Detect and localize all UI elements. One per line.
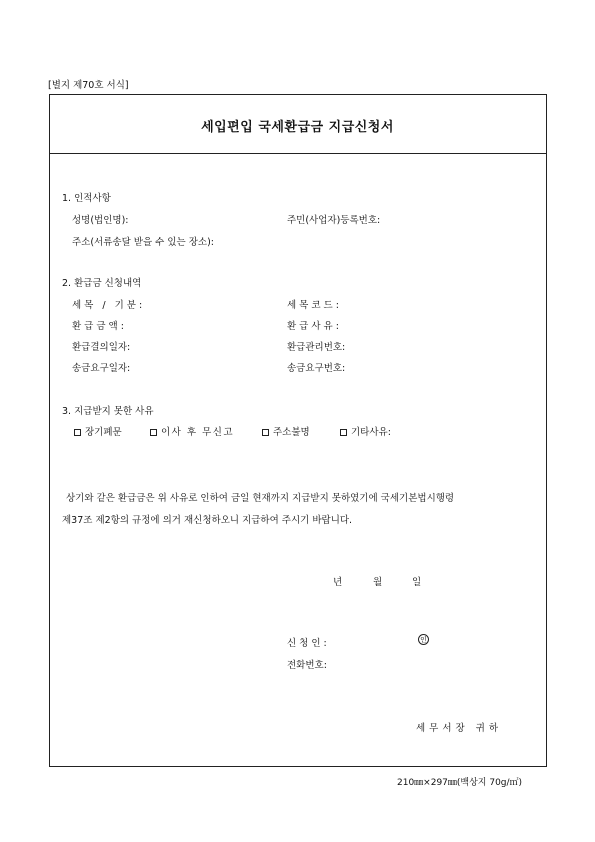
date-month: 월 [373, 577, 383, 588]
section2-heading: 2. 환급금 신청내역 [62, 278, 142, 289]
checkbox[interactable] [150, 429, 157, 436]
option-label: 장기폐문 [85, 427, 122, 438]
checkbox[interactable] [262, 429, 269, 436]
tax-item-label: 세목 / 기분: [72, 300, 146, 311]
tax-code-label: 세목코드: [287, 300, 342, 311]
option-long-closure[interactable] [74, 424, 122, 438]
addressee: 세무서장 귀하 [416, 723, 503, 734]
section3-heading: 3. 지급받지 못한 사유 [62, 406, 154, 417]
decision-date-label: 환급결의일자: [72, 342, 131, 353]
statement-line-1: 상기와 같은 환급금은 위 사유로 인하여 금일 현재까지 지급받지 못하였기에 국세기본법시행령 [66, 493, 455, 504]
title-divider [49, 153, 547, 154]
statement-line-2: 제37조 제2항의 규정에 의거 재신청하오니 지급하여 주시기 바랍니다. [62, 515, 353, 526]
checkbox[interactable] [340, 429, 347, 436]
refund-amount-label: 환급금액: [72, 321, 127, 332]
option-moved-unreported[interactable] [150, 424, 234, 438]
phone-label: 전화번호: [287, 660, 327, 671]
refund-reason-label: 환급사유: [287, 321, 342, 332]
remit-number-label: 송금요구번호: [287, 363, 346, 374]
applicant-label: 신청인: [287, 638, 330, 649]
checkbox[interactable] [74, 429, 81, 436]
option-label: 이사 후 무신고 [161, 427, 235, 438]
option-other-reason[interactable] [340, 424, 391, 438]
registration-number-label: 주민(사업자)등록번호: [287, 215, 381, 226]
date-year: 년 [333, 577, 343, 588]
option-label: 기타사유: [351, 427, 391, 438]
date-day: 일 [412, 577, 422, 588]
paper-spec: 210㎜×297㎜(백상지 70g/㎡) [397, 778, 523, 788]
seal-mark [418, 634, 429, 645]
name-label: 성명(법인명): [72, 215, 129, 226]
address-label: 주소(서류송달 받을 수 있는 장소): [72, 237, 214, 248]
option-address-unknown[interactable] [262, 424, 310, 438]
form-number: [별지 제70호 서식] [48, 80, 129, 91]
section1-heading: 1. 인적사항 [62, 193, 111, 204]
seal-icon: 인 [418, 634, 429, 645]
option-label: 주소불명 [273, 427, 310, 438]
remit-date-label: 송금요구일자: [72, 363, 131, 374]
form-title: 세입편입 국세환급금 지급신청서 [201, 120, 394, 135]
refund-number-label: 환급관리번호: [287, 342, 346, 353]
